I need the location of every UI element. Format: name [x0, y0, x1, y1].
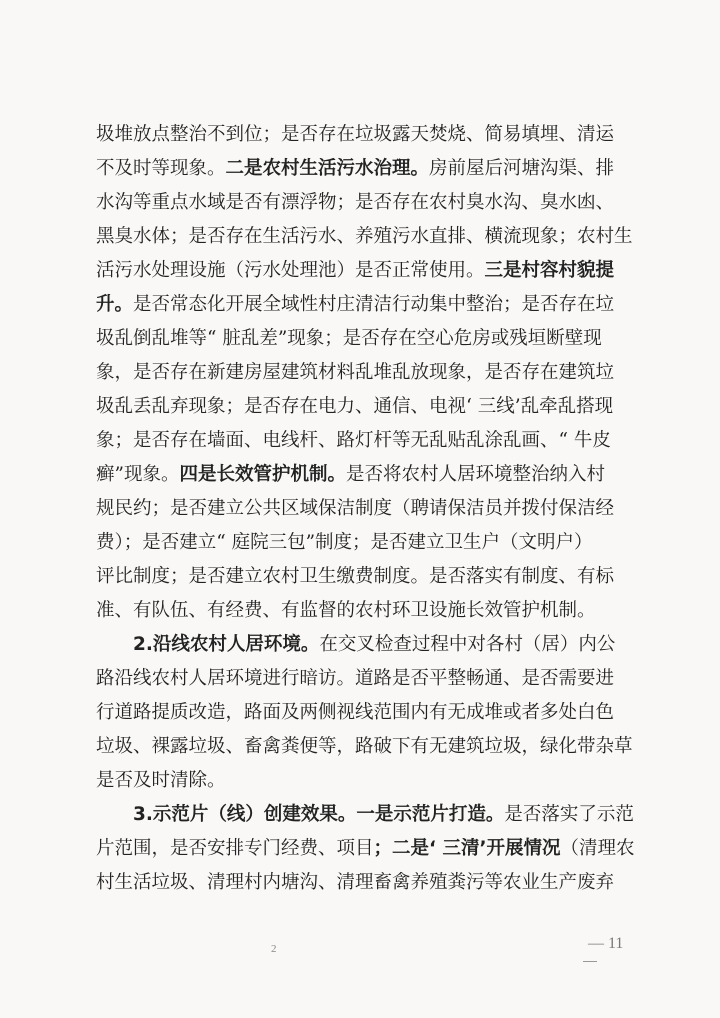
text-run: 费）；是否建立“ 庭院三包”制度；是否建立卫生户（文明户） — [96, 532, 593, 553]
text-line — [96, 288, 632, 322]
bold-text: 升。 — [96, 294, 134, 315]
text-run: 行道路提质改造，路面及两侧视线范围内有无成堆或者多处白色 — [96, 702, 615, 723]
text-line — [96, 390, 632, 424]
text-line — [96, 254, 632, 288]
text-run: 圾乱倒乱堆等“ 脏乱差”现象；是否存在空心危房或残垣断壁现 — [96, 328, 602, 349]
text-line — [96, 424, 632, 458]
text-line — [96, 118, 632, 152]
text-run: 评比制度；是否建立农村卫生缴费制度。是否落实有制度、有标 — [96, 566, 615, 587]
text-line — [96, 730, 632, 764]
text-run: 水沟等重点水域是否有漂浮物；是否存在农村臭水沟、臭水凼、 — [96, 192, 615, 213]
text-run: 垃圾、裸露垃圾、畜禽粪便等，路破下有无建筑垃圾，绿化带杂草 — [96, 736, 633, 757]
bold-text: 3.示范片（线）创建效果。一是示范片打造。 — [133, 804, 505, 825]
text-line — [96, 628, 632, 662]
text-run: 是否落实了示范 — [504, 804, 634, 825]
bold-text: ；二是‘ 三清’开展情况 — [373, 838, 561, 859]
text-run: 象，是否存在新建房屋建筑材料乱堆乱放现象，是否存在建筑垃 — [96, 362, 615, 383]
text-line — [96, 458, 632, 492]
text-run: 路沿线农村人居环境进行暗访。道路是否平整畅通、是否需要进 — [96, 668, 615, 689]
text-line — [96, 152, 632, 186]
text-run: 村生活垃圾、清理村内塘沟、清理畜禽养殖粪污等农业生产废弃 — [96, 872, 615, 893]
text-run: 不及时等现象。 — [96, 158, 226, 179]
side-page-number: — 11 — [588, 935, 624, 952]
margin-dash — [583, 961, 597, 962]
text-run: 圾堆放点整治不到位；是否存在垃圾露天焚烧、简易填埋、清运 — [96, 124, 615, 145]
text-line — [96, 492, 632, 526]
text-line — [96, 322, 632, 356]
body-text — [96, 118, 635, 900]
text-run: 规民约；是否建立公共区域保洁制度（聘请保洁员并拨付保洁经 — [96, 498, 615, 519]
text-run: 是否常态化开展全域性村庄清洁行动集中整治；是否存在垃 — [133, 294, 615, 315]
bold-text: 三是村容村貌提 — [484, 260, 615, 281]
text-line — [96, 798, 632, 832]
text-line — [96, 186, 632, 220]
text-run: 圾乱丢乱弃现象；是否存在电力、通信、电视‘ 三线’乱牵乱搭现 — [96, 396, 614, 417]
text-line — [96, 832, 635, 866]
bold-text: 2.沿线农村人居环境。 — [133, 634, 320, 655]
text-line — [96, 764, 632, 798]
text-run: 房前屋后河塘沟渠、排 — [429, 158, 615, 179]
text-line — [96, 220, 632, 254]
text-run: 准、有队伍、有经费、有监督的农村环卫设施长效管护机制。 — [96, 600, 596, 621]
text-run: 在交叉检查过程中对各村（居）内公 — [319, 634, 616, 655]
bold-text: 二是农村生活污水治理。 — [225, 158, 430, 179]
text-line — [96, 866, 632, 900]
bold-text: 四是长效管护机制。 — [179, 464, 346, 485]
text-run: 活污水处理设施（污水处理池）是否正常使用。 — [96, 260, 485, 281]
page-number: 2 — [271, 943, 277, 955]
text-line — [96, 662, 632, 696]
text-run: 象；是否存在墙面、电线杆、路灯杆等无乱贴乱涂乱画、“ 牛皮 — [96, 430, 611, 451]
text-run: （清理农 — [560, 838, 635, 859]
text-run: 片范围，是否安排专门经费、项目 — [96, 838, 374, 859]
text-line — [96, 696, 632, 730]
text-run: 癣”现象。 — [96, 464, 180, 485]
text-line — [96, 594, 632, 628]
text-line — [96, 560, 632, 594]
text-line — [96, 526, 632, 560]
text-run: 是否及时清除。 — [96, 770, 226, 791]
text-run: 黑臭水体；是否存在生活污水、养殖污水直排、横流现象；农村生 — [96, 226, 633, 247]
text-line — [96, 356, 632, 390]
text-run: 是否将农村人居环境整治纳入村 — [345, 464, 605, 485]
